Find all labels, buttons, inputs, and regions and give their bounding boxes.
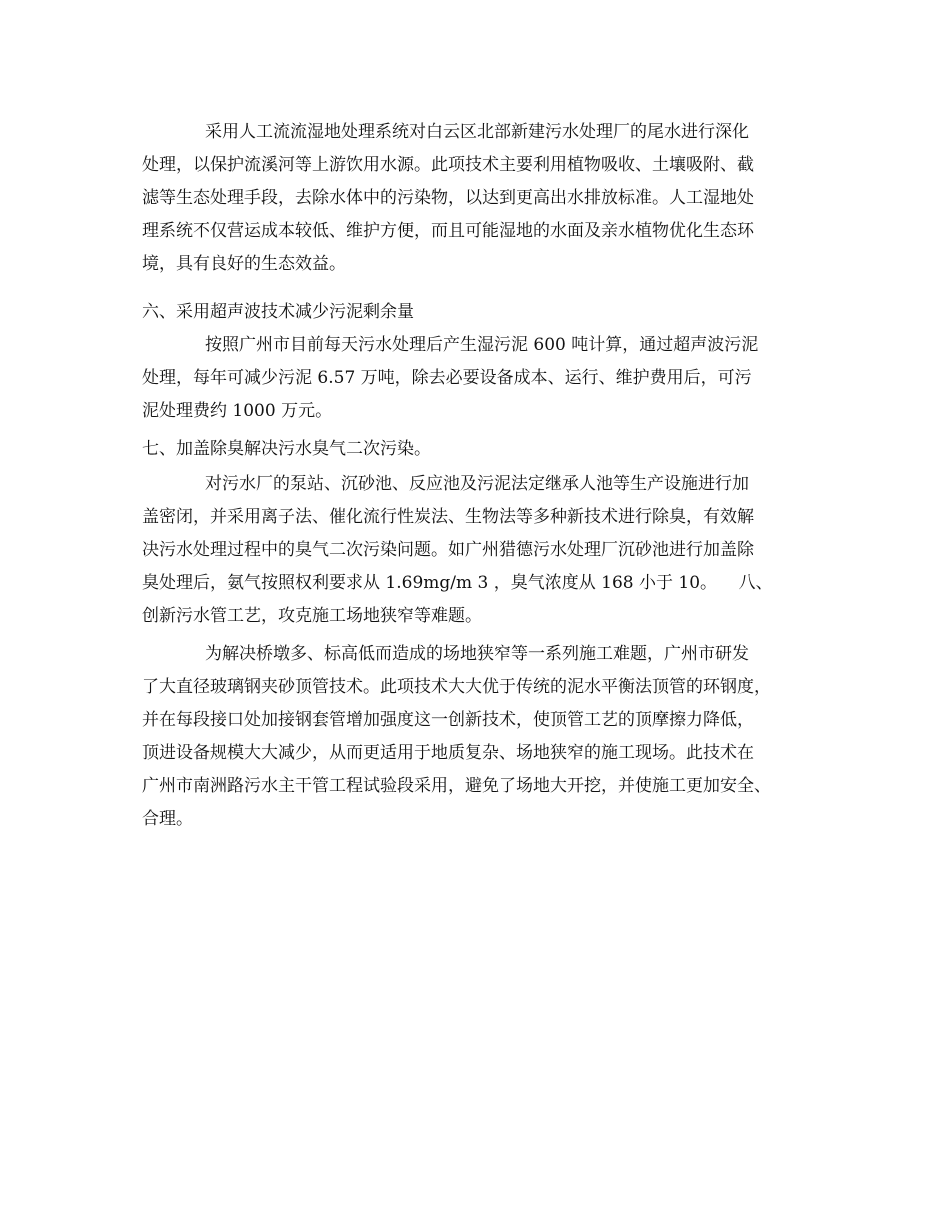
paragraph-pipe-line-4: 顶进设备规模大大减少，从而更适用于地质复杂、场地狭窄的施工现场。此技术在 [142, 743, 754, 763]
paragraph-wetland-line-1: 采用人工流流湿地处理系统对白云区北部新建污水处理厂的尾水进行深化 [205, 122, 749, 142]
paragraph-wetland-line-4: 理系统不仅营运成本较低、维护方便，而且可能湿地的水面及亲水植物优化生态环 [142, 221, 754, 241]
paragraph-deodor-line-2: 盖密闭，并采用离子法、催化流行性炭法、生物法等多种新技术进行除臭，有效解 [142, 507, 754, 527]
section-heading-8: 创新污水管工艺，攻克施工场地狭窄等难题。 [142, 606, 482, 626]
paragraph-pipe-line-3: 并在每段接口处加接钢套管增加强度这一创新技术，使顶管工艺的顶摩擦力降低， [142, 710, 754, 730]
paragraph-wetland-line-3: 滤等生态处理手段，去除水体中的污染物，以达到更高出水排放标准。人工湿地处 [142, 188, 754, 208]
paragraph-ultrasonic-line-1: 按照广州市目前每天污水处理后产生湿污泥 600 吨计算，通过超声波污泥 [205, 335, 759, 355]
paragraph-ultrasonic-line-3: 泥处理费约 1000 万元。 [142, 401, 333, 421]
paragraph-wetland-line-5: 境，具有良好的生态效益。 [142, 254, 346, 274]
paragraph-ultrasonic-line-2: 处理，每年可减少污泥 6.57 万吨，除去必要设备成本、运行、维护费用后，可污 [142, 368, 752, 388]
paragraph-deodor-line-4: 臭处理后，氨气按照权利要求从 1.69mg/m 3 ，臭气浓度从 168 小于 10。 八、 [142, 573, 773, 593]
paragraph-wetland-line-2: 处理，以保护流溪河等上游饮用水源。此项技术主要利用植物吸收、土壤吸附、截 [142, 155, 754, 175]
paragraph-pipe-line-5: 广州市南洲路污水主干管工程试验段采用，避免了场地大开挖，并使施工更加安全、 [142, 776, 771, 796]
paragraph-deodor-line-1: 对污水厂的泵站、沉砂池、反应池及污泥法定继承人池等生产设施进行加 [205, 474, 749, 494]
paragraph-pipe-line-2: 了大直径玻璃钢夹砂顶管技术。此项技术大大优于传统的泥水平衡法顶管的环钢度， [142, 677, 771, 697]
section-heading-6: 六、采用超声波技术减少污泥剩余量 [142, 302, 414, 322]
paragraph-pipe-line-1: 为解决桥墩多、标高低而造成的场地狭窄等一系列施工难题，广州市研发 [205, 644, 749, 664]
section-heading-7: 七、加盖除臭解决污水臭气二次污染。 [142, 439, 431, 459]
paragraph-deodor-line-3: 决污水处理过程中的臭气二次污染问题。如广州猎德污水处理厂沉砂池进行加盖除 [142, 540, 754, 560]
paragraph-pipe-line-6: 合理。 [142, 809, 193, 829]
